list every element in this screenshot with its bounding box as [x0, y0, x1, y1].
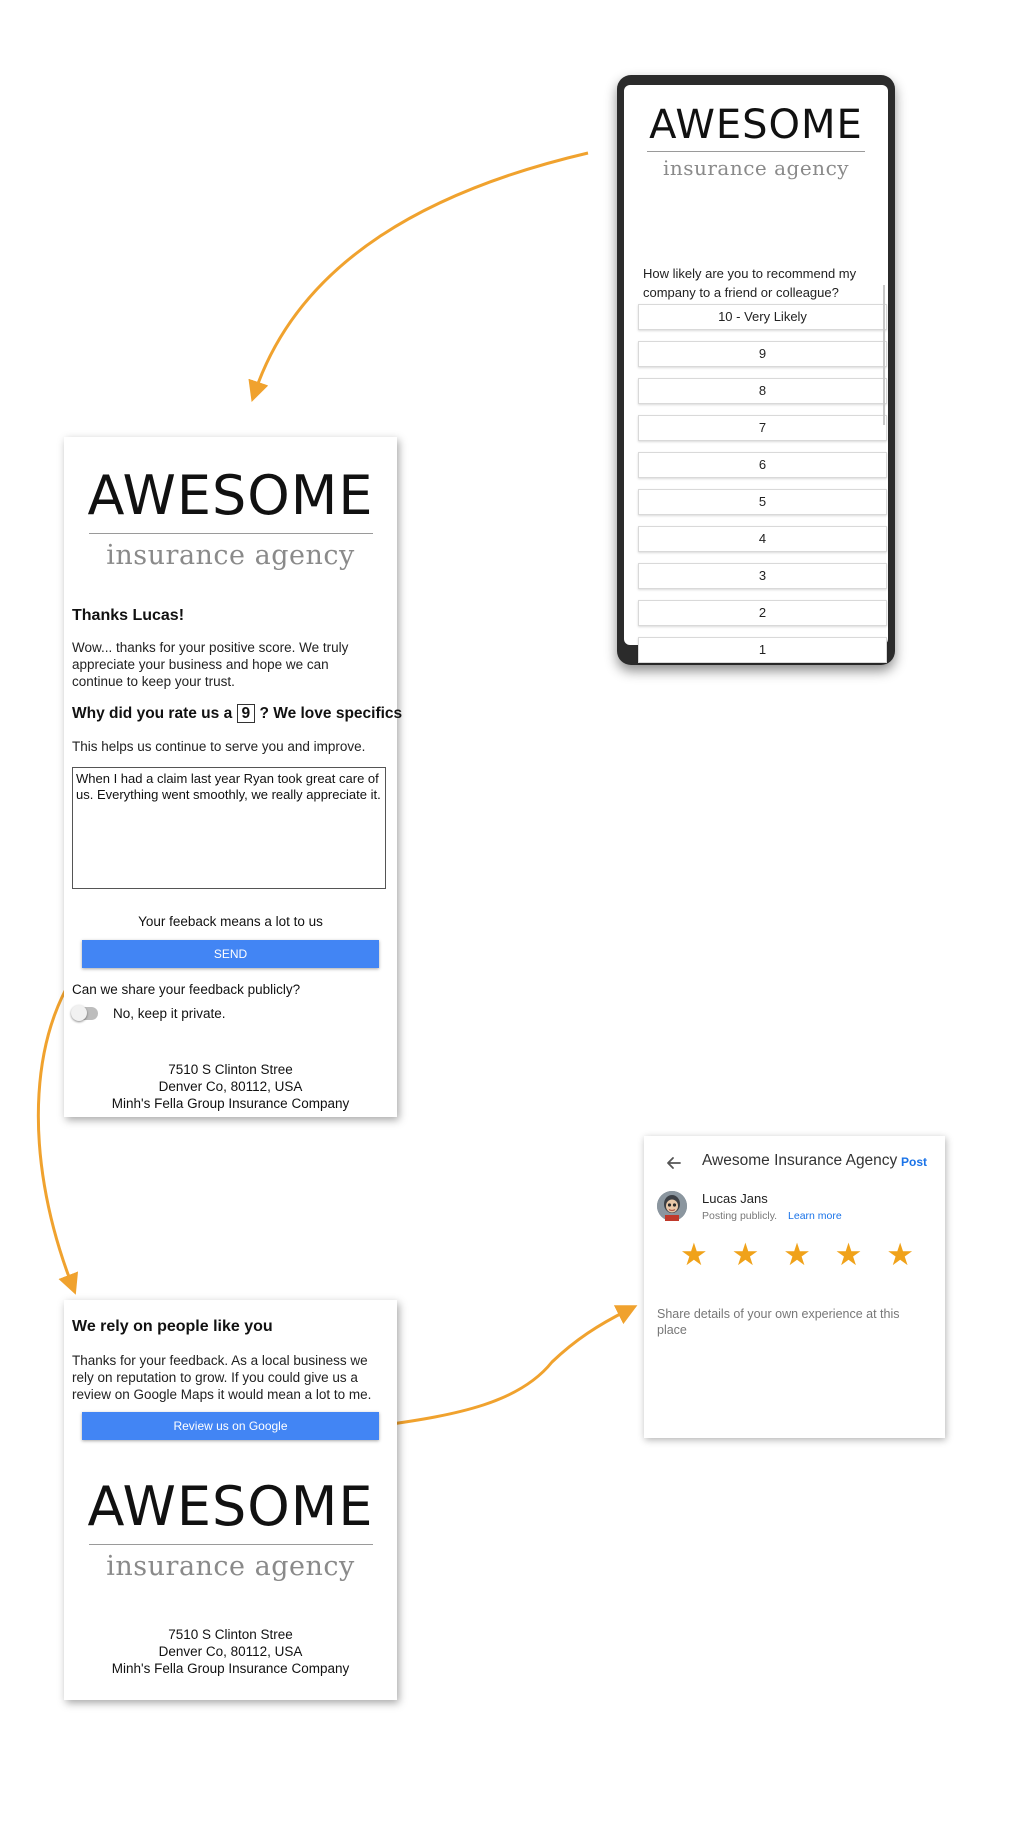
posting-label: Posting publicly. — [702, 1210, 778, 1222]
survey-question: How likely are you to recommend my company to a friend or colleague? — [643, 266, 857, 300]
brand-logo — [64, 464, 397, 571]
rating-options — [638, 304, 887, 674]
share-toggle[interactable] — [72, 1007, 98, 1020]
share-question: Can we share your feedback publicly? — [72, 982, 301, 997]
rating-option-2[interactable]: 2 — [638, 600, 887, 626]
brand-logo — [64, 1475, 397, 1582]
logo-subtitle: insurance agency — [106, 540, 355, 571]
review-request-card — [64, 1300, 397, 1700]
why-suffix: ? We love specifics — [259, 705, 403, 722]
logo-wordmark: AWESOME — [649, 102, 863, 148]
star-icon[interactable]: ★ — [783, 1237, 811, 1272]
logo-wordmark: AWESOME — [87, 1475, 374, 1538]
posting-publicly-text — [702, 1210, 842, 1222]
avatar — [657, 1191, 687, 1221]
logo-subtitle: insurance agency — [662, 156, 850, 180]
brand-logo — [624, 102, 888, 180]
why-rating-heading — [72, 704, 403, 723]
thanks-heading: Thanks Lucas! — [72, 607, 185, 624]
rating-option-8[interactable]: 8 — [638, 378, 887, 404]
rating-option-3[interactable]: 3 — [638, 563, 887, 589]
user-avatar-icon — [657, 1191, 687, 1221]
helps-text: This helps us continue to serve you and improve. — [72, 739, 366, 754]
arrow-survey-to-feedback — [255, 153, 588, 392]
review-request-message: Thanks for your feedback. As a local business we rely on reputation to grow. If you could give us a review on Google Maps it would mean a lot to me. — [72, 1353, 372, 1402]
rating-option-9[interactable]: 9 — [638, 341, 887, 367]
logo-divider — [89, 1544, 373, 1545]
feedback-means-text: Your feeback means a lot to us — [138, 914, 323, 929]
rating-option-1[interactable]: 1 — [638, 637, 887, 663]
star-rating — [680, 1239, 914, 1270]
user-name: Lucas Jans — [702, 1191, 768, 1206]
why-prefix: Why did you rate us a — [72, 705, 233, 722]
star-icon[interactable]: ★ — [731, 1237, 760, 1272]
toggle-knob — [71, 1005, 87, 1021]
address-line-2: Denver Co, 80112, USA — [158, 1644, 303, 1659]
rating-option-10[interactable]: 10 - Very Likely — [638, 304, 887, 330]
arrow-review-to-gmaps — [377, 1310, 628, 1426]
rating-option-6[interactable]: 6 — [638, 452, 887, 478]
learn-more-link[interactable]: Learn more — [788, 1210, 842, 1222]
address-line-2: Denver Co, 80112, USA — [158, 1079, 303, 1094]
phone-screen — [624, 85, 888, 657]
thanks-message: Wow... thanks for your positive score. We truly appreciate your business and hope we can continue to keep your trust. — [72, 640, 349, 689]
rating-option-4[interactable]: 4 — [638, 526, 887, 552]
star-icon[interactable]: ★ — [886, 1237, 914, 1272]
rely-heading: We rely on people like you — [72, 1318, 273, 1335]
address-line-1: 7510 S Clinton Stree — [168, 1062, 293, 1077]
rating-option-5[interactable]: 5 — [638, 489, 887, 515]
logo-divider — [647, 151, 865, 152]
phone-frame — [617, 75, 895, 665]
review-text-input[interactable]: Share details of your own experience at this place — [657, 1307, 900, 1337]
star-icon[interactable]: ★ — [834, 1237, 863, 1272]
send-button[interactable]: SEND — [82, 940, 379, 968]
place-title: Awesome Insurance Agency — [702, 1152, 898, 1169]
address-line-1: 7510 S Clinton Stree — [168, 1627, 293, 1642]
feedback-card — [64, 437, 403, 1117]
google-review-dialog — [644, 1136, 945, 1438]
post-button[interactable]: Post — [901, 1155, 928, 1169]
address-block — [64, 1061, 397, 1112]
feedback-textarea[interactable] — [72, 767, 386, 889]
share-toggle-label: No, keep it private. — [113, 1006, 226, 1021]
star-icon[interactable]: ★ — [680, 1237, 708, 1272]
logo-subtitle: insurance agency — [106, 1551, 355, 1582]
rating-option-7[interactable]: 7 — [638, 415, 887, 441]
address-line-3: Minh's Fella Group Insurance Company — [111, 1096, 350, 1111]
address-line-3: Minh's Fella Group Insurance Company — [111, 1661, 350, 1676]
score-badge: 9 — [237, 704, 256, 723]
scrollbar[interactable] — [883, 285, 885, 425]
address-block — [64, 1626, 397, 1677]
share-toggle-row — [72, 1006, 226, 1021]
logo-divider — [89, 533, 373, 534]
logo-wordmark: AWESOME — [87, 464, 374, 527]
review-on-google-button[interactable]: Review us on Google — [82, 1412, 379, 1440]
back-arrow-icon[interactable] — [664, 1153, 684, 1173]
